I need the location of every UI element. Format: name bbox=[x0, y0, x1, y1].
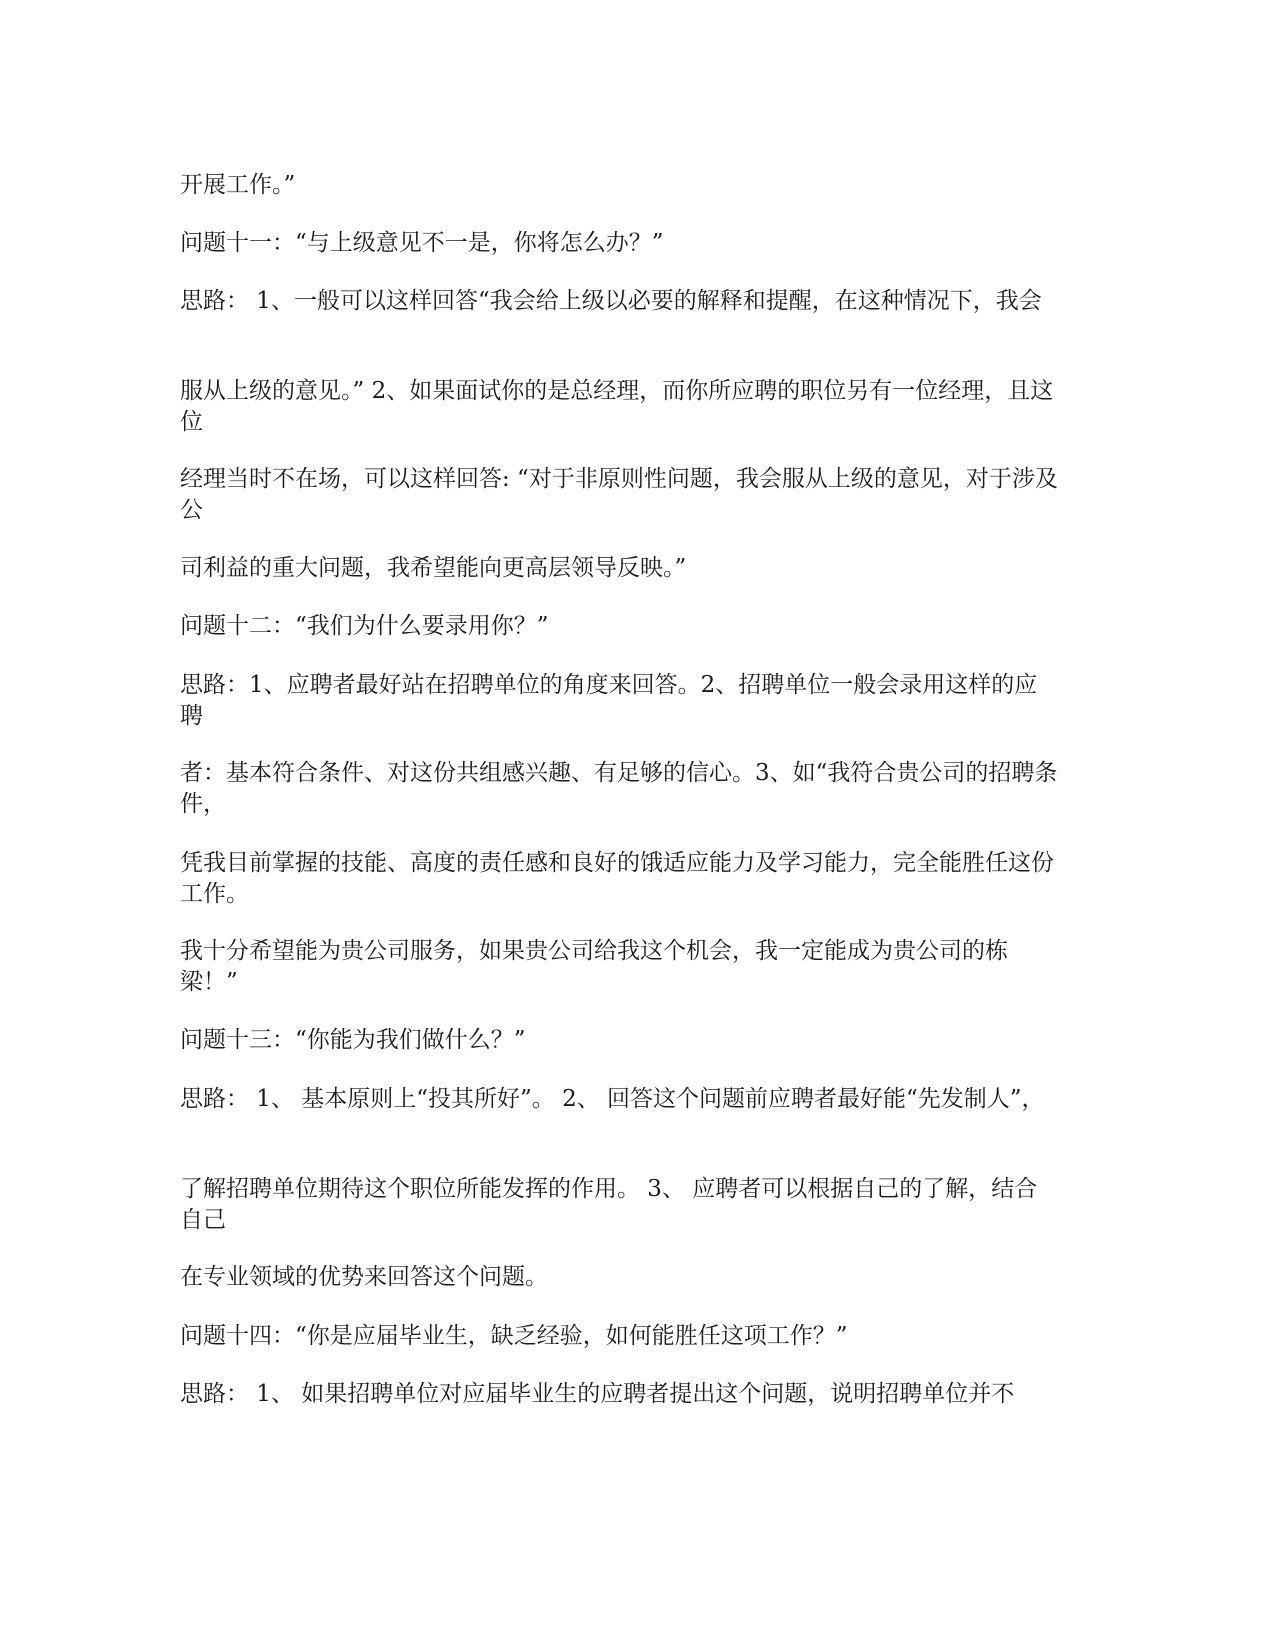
paragraph-3: 思路： 1、一般可以这样回答“我会给上级以必要的解释和提醒，在这种情况下，我会 bbox=[180, 288, 1042, 314]
paragraph-1: 开展工作。” bbox=[180, 172, 296, 198]
paragraph-15: 在专业领域的优势来回答这个问题。 bbox=[180, 1264, 548, 1290]
paragraph-10: 凭我目前掌握的技能、高度的责任感和良好的饿适应能力及学习能力，完全能胜任这份工作。 bbox=[180, 850, 1054, 907]
paragraph-7: 问题十二：“我们为什么要录用你？” bbox=[180, 613, 549, 639]
paragraph-16: 问题十四：“你是应届毕业生，缺乏经验，如何能胜任这项工作？” bbox=[180, 1323, 848, 1349]
paragraph-17: 思路： 1、 如果招聘单位对应届毕业生的应聘者提出这个问题，说明招聘单位并不 bbox=[180, 1381, 1015, 1407]
paragraph-12: 问题十三：“你能为我们做什么？” bbox=[180, 1027, 526, 1053]
paragraph-4: 服从上级的意见。” 2、如果面试你的是总经理，而你所应聘的职位另有一位经理，且这位 bbox=[180, 378, 1054, 435]
paragraph-13: 思路： 1、 基本原则上“投其所好”。 2、 回答这个问题前应聘者最好能“先发制人”， bbox=[180, 1086, 1045, 1112]
paragraph-8: 思路：1、应聘者最好站在招聘单位的角度来回答。2、招聘单位一般会录用这样的应聘 bbox=[180, 672, 1038, 729]
paragraph-5: 经理当时不在场，可以这样回答: “对于非原则性问题，我会服从上级的意见，对于涉及公 bbox=[180, 466, 1058, 523]
paragraph-2: 问题十一：“与上级意见不一是，你将怎么办？” bbox=[180, 230, 664, 256]
paragraph-9: 者：基本符合条件、对这份共组感兴趣、有足够的信心。3、如“我符合贵公司的招聘条件， bbox=[180, 760, 1058, 817]
paragraph-11: 我十分希望能为贵公司服务，如果贵公司给我这个机会，我一定能成为贵公司的栋梁！” bbox=[180, 938, 1008, 995]
paragraph-6: 司利益的重大问题，我希望能向更高层领导反映。” bbox=[180, 555, 687, 581]
paragraph-14: 了解招聘单位期待这个职位所能发挥的作用。 3、 应聘者可以根据自己的了解，结合自己 bbox=[180, 1176, 1038, 1233]
